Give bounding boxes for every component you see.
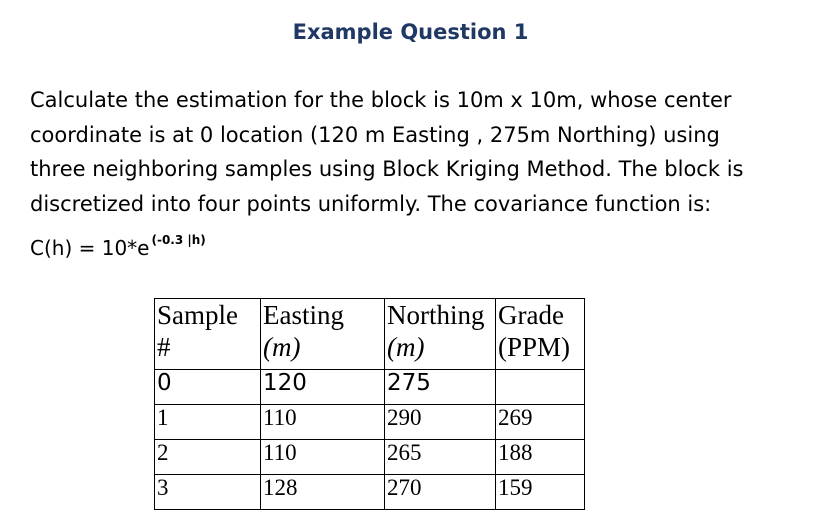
header-grade-line1: Grade <box>498 300 564 330</box>
cell-grade: 159 <box>496 475 585 510</box>
table-row <box>155 370 585 405</box>
covariance-formula <box>30 233 206 260</box>
header-sample <box>155 299 261 370</box>
table-row <box>155 475 585 510</box>
question-line-3: three neighboring samples using Block Kriging Method. The block is <box>30 157 744 181</box>
cell-easting: 110 <box>261 440 385 475</box>
cell-northing: 265 <box>385 440 496 475</box>
question-line-2: coordinate is at 0 location (120 m Easting , 275m Northing) using <box>30 122 720 147</box>
formula-base: C(h) = 10*e <box>30 236 150 260</box>
cell-northing: 270 <box>385 475 496 510</box>
cell-sample: 2 <box>155 440 261 475</box>
cell-sample: 1 <box>155 405 261 440</box>
table-row <box>155 440 585 475</box>
cell-northing: 275 <box>385 370 496 405</box>
slide-title: Example Question 1 <box>292 20 529 44</box>
header-northing-unit: (m) <box>387 332 425 362</box>
table-header-row <box>155 299 585 370</box>
header-sample-line2: # <box>157 332 171 362</box>
question-paragraph <box>30 83 820 221</box>
cell-sample: 0 <box>155 370 261 405</box>
header-northing-line1: Northing <box>387 300 485 330</box>
header-sample-line1: Sample <box>157 300 238 330</box>
cell-grade: 188 <box>496 440 585 475</box>
cell-easting: 110 <box>261 405 385 440</box>
cell-sample: 3 <box>155 475 261 510</box>
header-grade-unit: (PPM) <box>498 332 571 362</box>
question-line-4: discretized into four points uniformly. The covariance function is: <box>30 191 712 216</box>
cell-easting: 128 <box>261 475 385 510</box>
cell-grade: 269 <box>496 405 585 440</box>
formula-exponent: (-0.3 |h) <box>151 233 206 248</box>
header-grade <box>496 299 585 370</box>
header-easting-unit: (m) <box>263 332 301 362</box>
table-row <box>155 405 585 440</box>
cell-easting: 120 <box>261 370 385 405</box>
header-easting <box>261 299 385 370</box>
cell-grade <box>496 370 585 405</box>
header-northing <box>385 299 496 370</box>
header-easting-line1: Easting <box>263 300 344 330</box>
cell-northing: 290 <box>385 405 496 440</box>
question-line-1: Calculate the estimation for the block is 10m x 10m, whose center <box>30 88 732 112</box>
samples-table <box>154 298 585 510</box>
